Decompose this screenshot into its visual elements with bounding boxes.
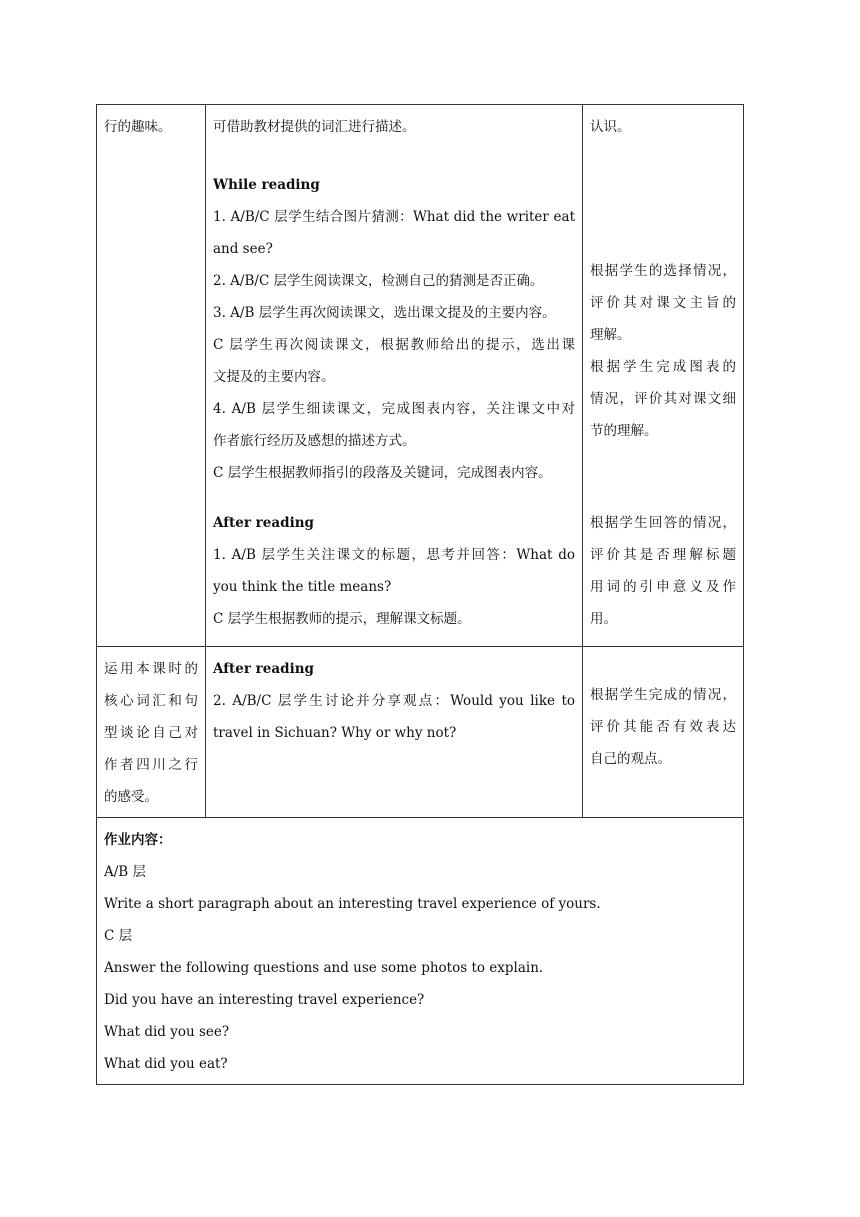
after-reading-heading: After reading (213, 515, 314, 531)
assessment-text: 评价其是否理解标题 (590, 547, 736, 563)
list-item: 2. A/B/C 层学生讨论并分享观点：Would you like to (213, 693, 575, 709)
homework-title: 作业内容： (104, 832, 172, 848)
list-item: C 层学生根据教师指引的段落及关键词，完成图表内容。 (213, 465, 552, 481)
table-row (97, 818, 744, 1085)
assessment-text: 自己的观点。 (590, 751, 671, 767)
assessment-cell (583, 105, 744, 647)
assessment-text: 认识。 (590, 119, 631, 135)
assessment-text: 情况，评价其对课文细 (590, 391, 736, 407)
goal-text: 运用本课时的 (104, 661, 198, 677)
list-item: you think the title means? (213, 579, 392, 595)
goal-text: 行的趣味。 (104, 119, 172, 135)
list-item: 1. A/B 层学生关注课文的标题，思考并回答：What do (213, 547, 575, 563)
assessment-cell (583, 647, 744, 818)
homework-line: Did you have an interesting travel experience? (104, 992, 425, 1008)
goal-cell (97, 647, 206, 818)
homework-line: C 层 (104, 928, 133, 944)
assessment-text: 评价其对课文主旨的 (590, 295, 736, 311)
list-item: 文提及的主要内容。 (213, 369, 335, 385)
assessment-text: 节的理解。 (590, 423, 658, 439)
assessment-text: 理解。 (590, 327, 631, 343)
assessment-text: 根据学生的选择情况， (590, 263, 736, 279)
list-item: 作者旅行经历及感想的描述方式。 (213, 433, 416, 449)
assessment-text: 用。 (590, 611, 617, 627)
assessment-text: 根据学生完成的情况， (590, 687, 736, 703)
assessment-text: 根据学生回答的情况， (590, 515, 736, 531)
activity-intro: 可借助教材提供的词汇进行描述。 (213, 119, 416, 135)
table-row (97, 647, 744, 818)
list-item: 1. A/B/C 层学生结合图片猜测：What did the writer eat (213, 209, 575, 225)
list-item: 3. A/B 层学生再次阅读课文，选出课文提及的主要内容。 (213, 305, 556, 321)
activity-cell (206, 647, 583, 818)
homework-line: Write a short paragraph about an interesting travel experience of yours. (104, 896, 601, 912)
assessment-text: 用词的引申意义及作 (590, 579, 736, 595)
homework-cell (97, 818, 744, 1085)
list-item: travel in Sichuan? Why or why not? (213, 725, 457, 741)
goal-text: 型谈论自己对 (104, 725, 198, 741)
table-row (97, 105, 744, 647)
homework-line: What did you see? (104, 1024, 230, 1040)
activity-cell (206, 105, 583, 647)
goal-cell (97, 105, 206, 647)
assessment-text: 评价其能否有效表达 (590, 719, 736, 735)
after-reading-heading: After reading (213, 661, 314, 677)
list-item: C 层学生根据教师的提示，理解课文标题。 (213, 611, 471, 627)
homework-line: A/B 层 (104, 864, 147, 880)
goal-text: 的感受。 (104, 789, 158, 805)
homework-line: What did you eat? (104, 1056, 228, 1072)
homework-line: Answer the following questions and use some photos to explain. (104, 960, 544, 976)
goal-text: 作者四川之行 (104, 757, 198, 773)
goal-text: 核心词汇和句 (104, 693, 198, 709)
while-reading-heading: While reading (213, 177, 320, 193)
assessment-text: 根据学生完成图表的 (590, 359, 736, 375)
list-item: 2. A/B/C 层学生阅读课文，检测自己的猜测是否正确。 (213, 273, 544, 289)
lesson-plan-table (96, 104, 744, 1085)
list-item: 4. A/B 层学生细读课文，完成图表内容，关注课文中对 (213, 401, 575, 417)
list-item: and see? (213, 241, 273, 257)
list-item: C 层学生再次阅读课文，根据教师给出的提示，选出课 (213, 337, 575, 353)
